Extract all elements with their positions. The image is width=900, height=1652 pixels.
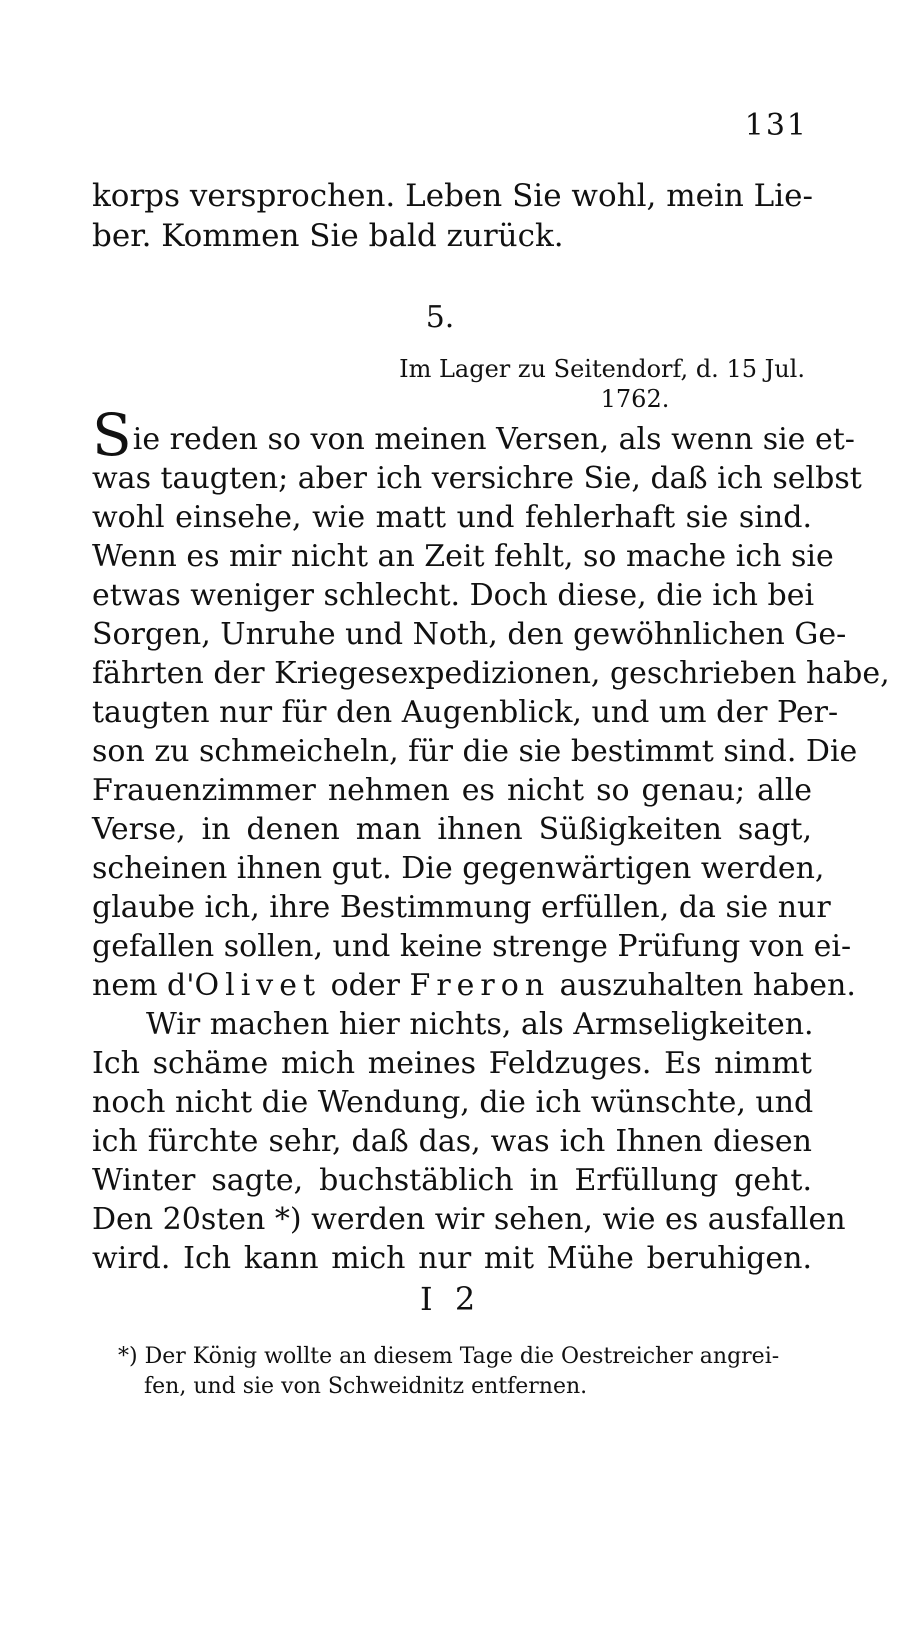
signature-mark: I 2 <box>420 1280 482 1318</box>
text-line: wohl einsehe, wie matt und fehlerhaft sie sind. <box>92 500 812 535</box>
text-line-first <box>92 401 855 469</box>
letter-body <box>92 401 890 1278</box>
text-line: korps versprochen. Leben Sie wohl, mein Lie- <box>92 178 814 214</box>
text-line: taugten nur für den Augenblick, und um der Per- <box>92 695 839 730</box>
name-freron: Freron <box>409 968 551 1003</box>
footnote <box>118 1342 780 1402</box>
text-line: was taugten; aber ich versichre Sie, daß ich selbst <box>92 461 862 496</box>
letter-number: 5. <box>425 300 455 335</box>
text-line: ber. Kommen Sie bald zurück. <box>92 218 564 254</box>
text-line: glaube ich, ihre Bestimmung erfüllen, da sie nur <box>92 890 831 925</box>
names-post: auszuhalten haben. <box>550 968 856 1003</box>
continuation-text <box>92 176 812 256</box>
text-line: gefallen sollen, und keine strenge Prüfung von ei- <box>92 929 852 964</box>
dateline-place-date: Im Lager zu Seitendorf, d. 15 Jul. <box>399 355 805 383</box>
text-line: Frauenzimmer nehmen es nicht so genau; alle <box>92 773 812 808</box>
text-line: Wenn es mir nicht an Zeit fehlt, so mache ich sie <box>92 539 834 574</box>
text-line: Den 20sten *) werden wir sehen, wie es ausfallen <box>92 1202 846 1237</box>
text-line: Verse, in denen man ihnen Süßigkeiten sagt, <box>92 812 812 847</box>
text-line: Wir machen hier nichts, als Armseligkeiten. <box>146 1007 814 1042</box>
text-line: Ich schäme mich meines Feldzuges. Es nimmt <box>92 1046 812 1081</box>
text-line: wird. Ich kann mich nur mit Mühe beruhigen. <box>92 1241 812 1276</box>
text-line: scheinen ihnen gut. Die gegenwärtigen werden, <box>92 851 825 886</box>
dateline-year: 1762. <box>600 385 670 413</box>
text-line: son zu schmeicheln, für die sie bestimmt sind. Die <box>92 734 858 769</box>
names-mid: oder <box>321 968 410 1003</box>
text-line: noch nicht die Wendung, die ich wünschte, und <box>92 1085 814 1120</box>
first-line-text: ie reden so von meinen Versen, als wenn sie et- <box>132 422 855 457</box>
text-line: ich fürchte sehr, daß das, was ich Ihnen diesen <box>92 1124 812 1159</box>
text-line: Winter sagte, buchstäblich in Erfüllung geht. <box>92 1163 812 1198</box>
footnote-line: fen, und sie von Schweidnitz entfernen. <box>144 1374 588 1399</box>
dateline <box>385 354 805 414</box>
text-line: etwas weniger schlecht. Doch diese, die ich bei <box>92 578 815 613</box>
name-olivet: Olivet <box>194 968 322 1003</box>
footnote-line: *) Der König wollte an diesem Tage die Oestreicher angrei- <box>118 1344 780 1369</box>
text-line: fährten der Kriegesexpedizionen, geschrieben habe, <box>92 656 890 691</box>
text-line-names <box>92 966 856 1005</box>
drop-cap: S <box>92 401 132 469</box>
text-line: Sorgen, Unruhe und Noth, den gewöhnlichen Ge- <box>92 617 847 652</box>
page-number: 131 <box>744 108 808 143</box>
names-pre: nem d' <box>92 968 195 1003</box>
